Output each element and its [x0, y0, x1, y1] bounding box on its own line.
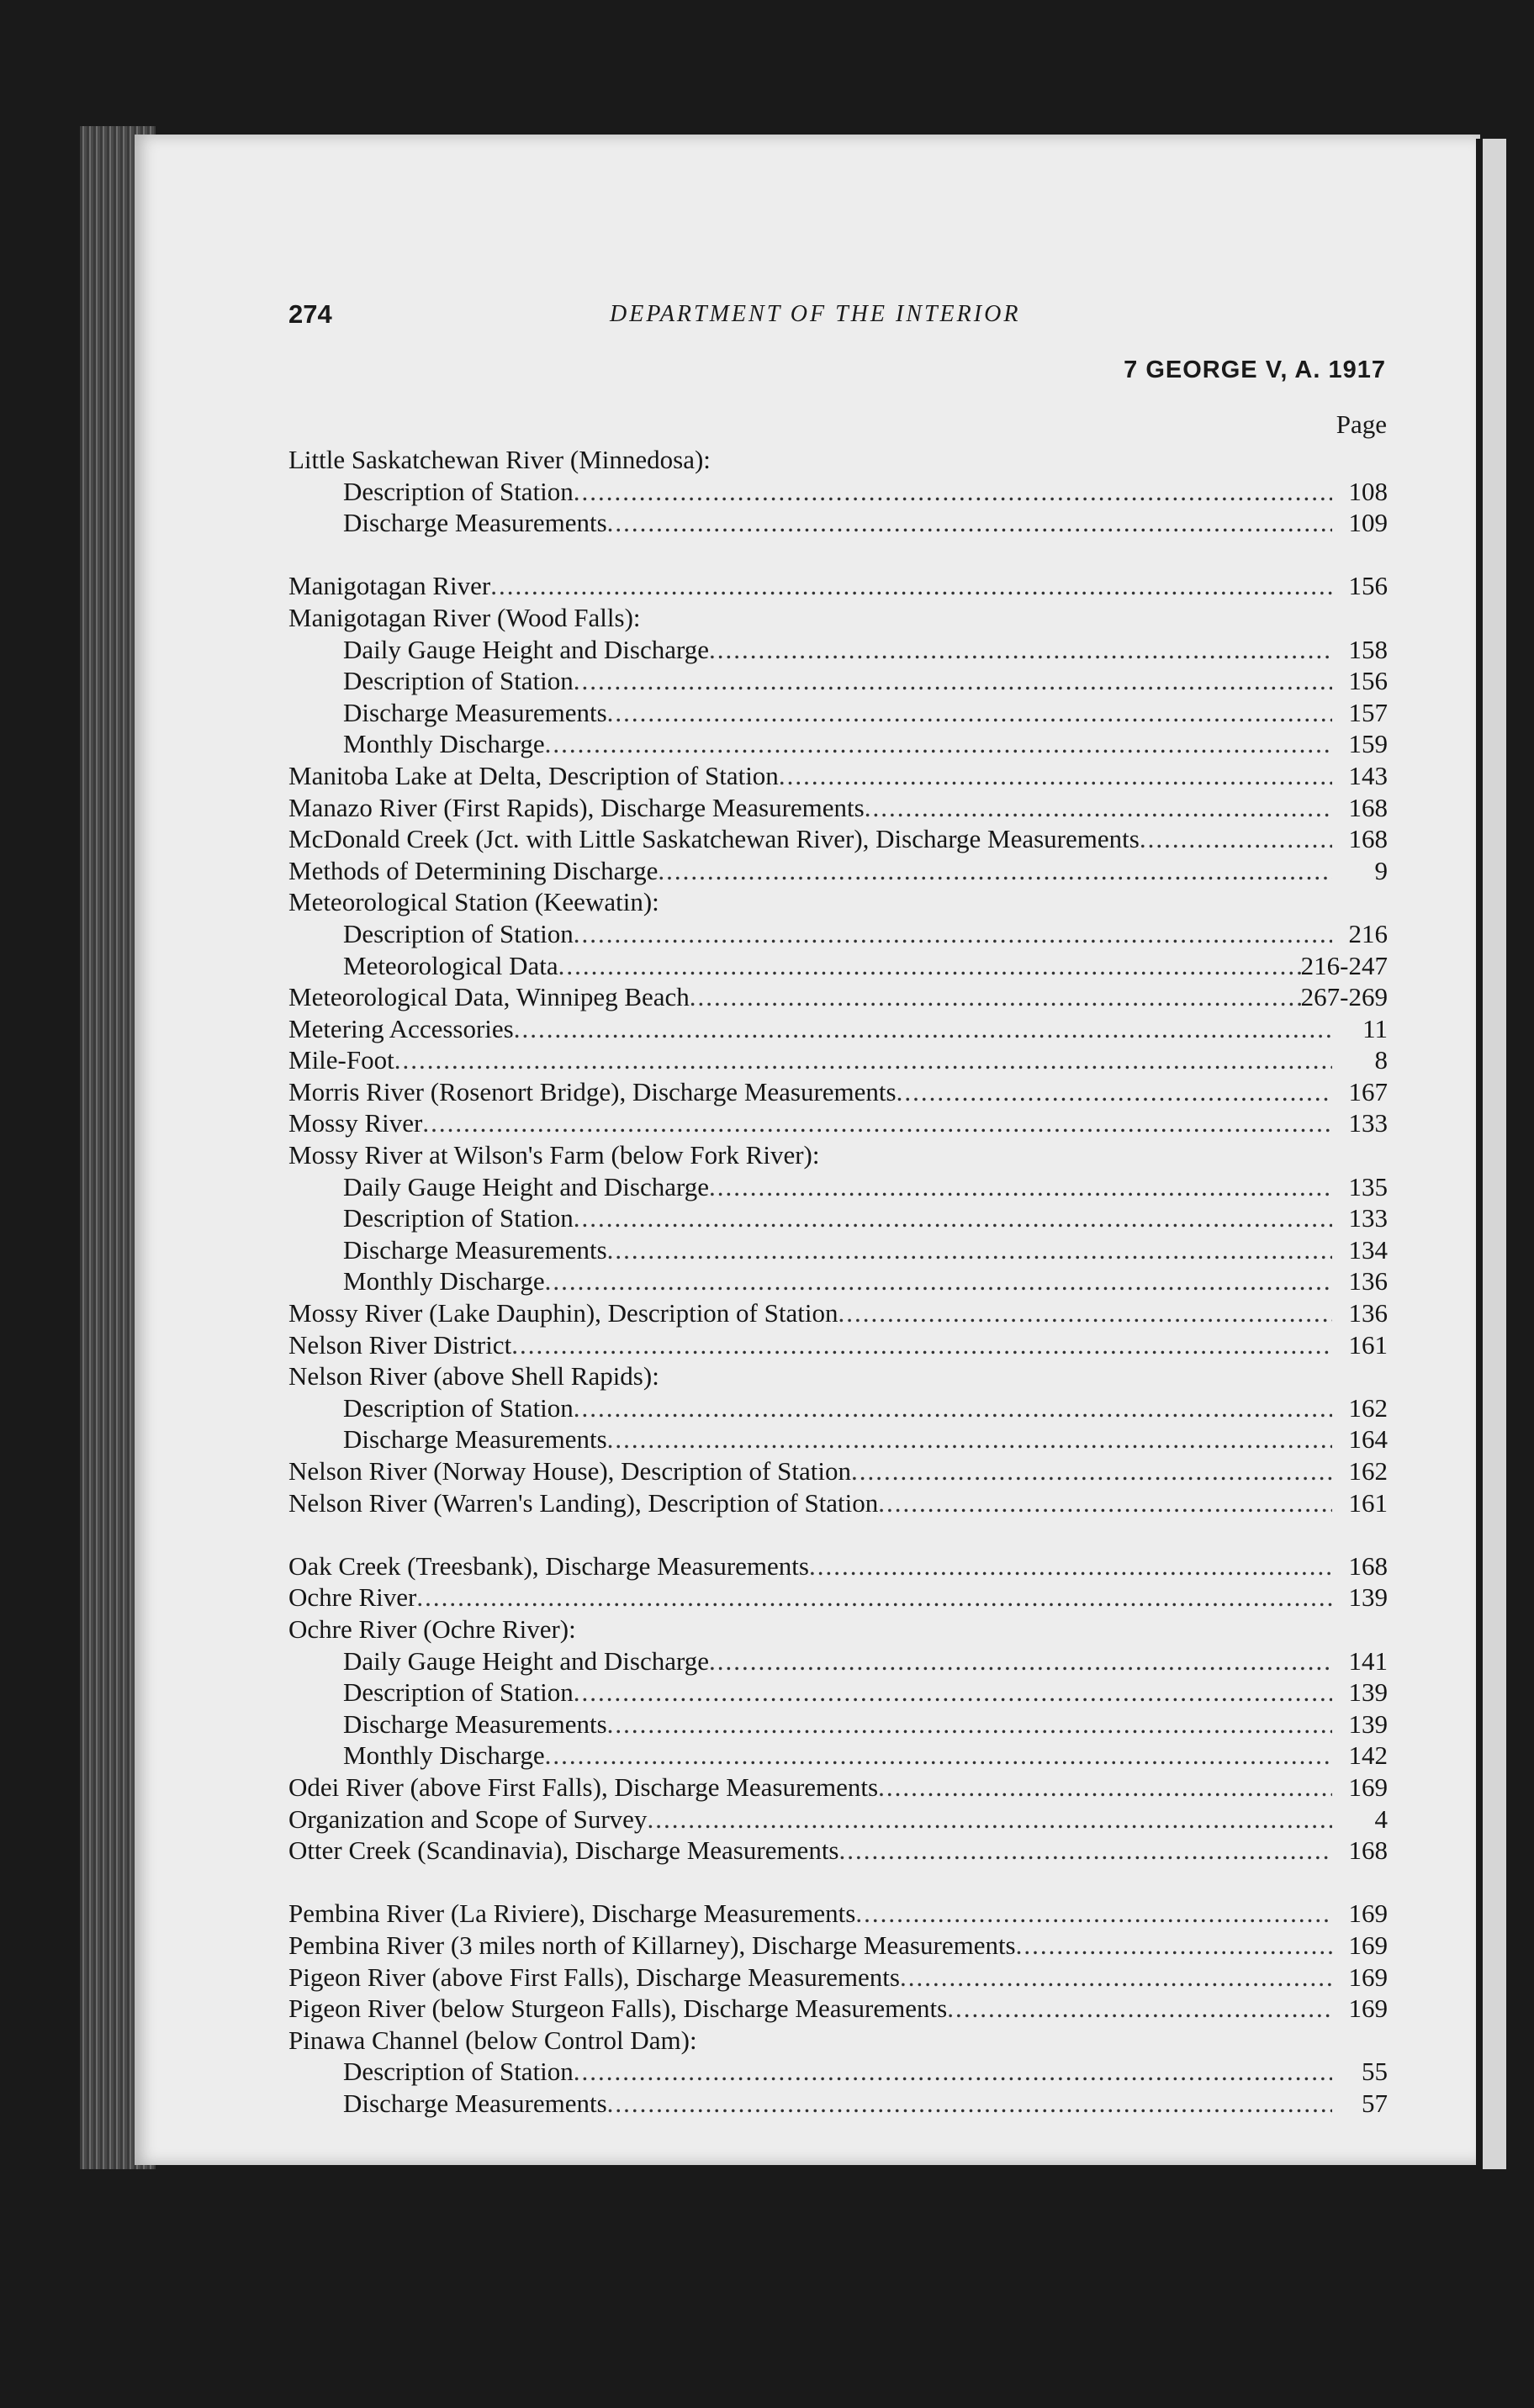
index-entry: [288, 1044, 1388, 1076]
entry-text: Ochre River: [288, 1582, 417, 1613]
leader-dots: [647, 1803, 1332, 1835]
section-gap: [288, 539, 1388, 571]
leader-dots: [1016, 1930, 1332, 1962]
index-entry: [288, 1487, 1388, 1519]
entry-page-number: 162: [1348, 1392, 1388, 1423]
entry-page-number: 108: [1348, 476, 1388, 506]
index-entries: [288, 444, 1388, 2119]
leader-dots: [545, 1740, 1332, 1772]
leader-dots: [897, 1076, 1332, 1108]
entry-page-number: 141: [1348, 1645, 1388, 1676]
entry-text: Organization and Scope of Survey: [288, 1803, 648, 1834]
leader-dots: [709, 1171, 1332, 1203]
index-subentry: [288, 728, 1388, 760]
entry-page-number: 164: [1348, 1424, 1388, 1455]
entry-text: Description of Station: [343, 1392, 574, 1423]
index-subentry: [288, 1392, 1388, 1424]
entry-page-number: 159: [1348, 729, 1388, 759]
entry-page-number: 57: [1362, 2088, 1388, 2118]
entry-page-number: 169: [1348, 1772, 1388, 1802]
entry-page-number: 143: [1348, 760, 1388, 790]
entry-text: Monthly Discharge: [343, 1266, 545, 1296]
index-entry: [288, 1013, 1388, 1045]
index-entry: [288, 2025, 1388, 2057]
leader-dots: [607, 1234, 1332, 1266]
index-entry: [288, 1582, 1388, 1613]
entry-text: Ochre River (Ochre River):: [288, 1613, 576, 1644]
entry-text: Manazo River (First Rapids), Discharge Measurements: [288, 792, 865, 822]
entry-text: McDonald Creek (Jct. with Little Saskatchewan River), Discharge Measurements: [288, 824, 1140, 854]
index-entry: [288, 1455, 1388, 1487]
entry-page-number: 161: [1348, 1487, 1388, 1518]
entry-text: Pigeon River (below Sturgeon Falls), Discharge Measurements: [288, 1993, 948, 2024]
leader-dots: [839, 1835, 1333, 1867]
entry-page-number: 168: [1348, 792, 1388, 822]
entry-page-number: 136: [1348, 1266, 1388, 1296]
leader-dots: [394, 1044, 1332, 1076]
leader-dots: [574, 1677, 1332, 1708]
index-entry: [288, 1930, 1388, 1962]
index-subentry: [288, 1708, 1388, 1740]
leader-dots: [809, 1550, 1332, 1582]
entry-page-number: 134: [1348, 1234, 1388, 1265]
leader-dots: [947, 1993, 1332, 2025]
entry-page-number: 168: [1348, 1835, 1388, 1866]
entry-page-number: 139: [1348, 1677, 1388, 1708]
leader-dots: [851, 1455, 1332, 1487]
entry-page-number: 216-247: [1300, 950, 1388, 980]
entry-page-number: 169: [1348, 1930, 1388, 1960]
entry-text: Description of Station: [343, 918, 574, 948]
leader-dots: [607, 697, 1332, 729]
entry-text: Pembina River (3 miles north of Killarney), Discharge Measurements: [288, 1930, 1016, 1960]
entry-text: Discharge Measurements: [343, 697, 607, 727]
leader-dots: [574, 1202, 1332, 1234]
leader-dots: [511, 1329, 1332, 1361]
index-subentry: [288, 1677, 1388, 1708]
index-subentry: [288, 507, 1388, 539]
leader-dots: [865, 792, 1332, 824]
entry-text: Pembina River (La Riviere), Discharge Measurements: [288, 1898, 856, 1929]
entry-page-number: 8: [1374, 1045, 1388, 1075]
leader-dots: [709, 1645, 1332, 1677]
index-subentry: [288, 1265, 1388, 1297]
index-subentry: [288, 697, 1388, 729]
entry-text: Metering Accessories: [288, 1013, 514, 1043]
entry-text: Discharge Measurements: [343, 2088, 607, 2118]
entry-text: Meteorological Data, Winnipeg Beach: [288, 982, 690, 1012]
entry-text: Meteorological Data: [343, 950, 558, 980]
entry-text: Manitoba Lake at Delta, Description of Station: [288, 760, 779, 790]
leader-dots: [855, 1898, 1332, 1930]
leader-dots: [574, 918, 1332, 950]
index-subentry: [288, 950, 1388, 982]
leader-dots: [514, 1013, 1332, 1045]
entry-page-number: 136: [1348, 1298, 1388, 1328]
entry-page-number: 109: [1348, 508, 1388, 538]
entry-page-number: 169: [1348, 1898, 1388, 1929]
entry-page-number: 55: [1362, 2057, 1388, 2087]
entry-page-number: 169: [1348, 1993, 1388, 2024]
index-entry: [288, 1329, 1388, 1361]
entry-text: Mossy River at Wilson's Farm (below Fork River):: [288, 1140, 820, 1170]
leader-dots: [416, 1582, 1332, 1613]
index-entry: [288, 1962, 1388, 1993]
leader-dots: [574, 1392, 1332, 1424]
index-entry: [288, 1139, 1388, 1171]
entry-text: Methods of Determining Discharge: [288, 855, 659, 885]
leader-dots: [422, 1107, 1332, 1139]
entry-text: Pigeon River (above First Falls), Discharge Measurements: [288, 1962, 900, 1992]
entry-page-number: 4: [1374, 1803, 1388, 1834]
index-entry: [288, 1772, 1388, 1803]
index-entry: [288, 1076, 1388, 1108]
leader-dots: [779, 760, 1332, 792]
entry-text: Monthly Discharge: [343, 1740, 545, 1771]
page-column-label: Page: [1336, 409, 1387, 439]
entry-text: Nelson River (Norway House), Description of Station: [288, 1456, 851, 1486]
running-head-title: DEPARTMENT OF THE INTERIOR: [610, 301, 1021, 327]
index-subentry: [288, 665, 1388, 697]
entry-text: Description of Station: [343, 666, 574, 696]
index-entry: [288, 1835, 1388, 1867]
leader-dots: [574, 2056, 1332, 2088]
leader-dots: [574, 476, 1332, 508]
entry-text: Daily Gauge Height and Discharge: [343, 634, 710, 664]
entry-page-number: 135: [1348, 1171, 1388, 1201]
index-subentry: [288, 2056, 1388, 2088]
index-entry: [288, 1993, 1388, 2025]
entry-text: Odei River (above First Falls), Discharge Measurements: [288, 1772, 879, 1802]
index-subentry: [288, 1423, 1388, 1455]
entry-text: Nelson River District: [288, 1329, 512, 1360]
index-subentry: [288, 918, 1388, 950]
index-entry: [288, 855, 1388, 887]
leader-dots: [607, 2088, 1332, 2120]
entry-page-number: 162: [1348, 1456, 1388, 1486]
index-subentry: [288, 1645, 1388, 1677]
index-entry: [288, 1613, 1388, 1645]
index-entry: [288, 1803, 1388, 1835]
index-subentry: [288, 634, 1388, 666]
index-subentry: [288, 2088, 1388, 2120]
entry-page-number: 133: [1348, 1108, 1388, 1138]
entry-page-number: 11: [1362, 1013, 1388, 1043]
entry-text: Pinawa Channel (below Control Dam):: [288, 2025, 697, 2055]
entry-text: Nelson River (Warren's Landing), Description of Station: [288, 1487, 879, 1518]
index-entry: [288, 1550, 1388, 1582]
entry-text: Discharge Measurements: [343, 1234, 607, 1265]
entry-text: Discharge Measurements: [343, 1708, 607, 1739]
leader-dots: [490, 570, 1332, 602]
index-subentry: [288, 1234, 1388, 1266]
entry-text: Daily Gauge Height and Discharge: [343, 1171, 710, 1201]
entry-text: Little Saskatchewan River (Minnedosa):: [288, 445, 711, 474]
leader-dots: [709, 634, 1332, 666]
index-entry: [288, 981, 1388, 1013]
leader-dots: [878, 1772, 1332, 1803]
leader-dots: [900, 1962, 1332, 1993]
entry-text: Manigotagan River: [288, 571, 491, 601]
leader-dots: [690, 981, 1301, 1013]
section-gap: [288, 1867, 1388, 1898]
leader-dots: [574, 665, 1332, 697]
section-gap: [288, 1518, 1388, 1550]
entry-text: Description of Station: [343, 2057, 574, 2087]
entry-page-number: 157: [1348, 697, 1388, 727]
entry-page-number: 168: [1348, 1550, 1388, 1581]
entry-page-number: 142: [1348, 1740, 1388, 1771]
index-entry: [288, 760, 1388, 792]
index-subentry: [288, 476, 1388, 508]
index-entry: [288, 1360, 1388, 1392]
entry-page-number: 156: [1348, 666, 1388, 696]
entry-text: Otter Creek (Scandinavia), Discharge Measurements: [288, 1835, 839, 1866]
entry-text: Mossy River (Lake Dauphin), Description of Station: [288, 1298, 838, 1328]
entry-page-number: 167: [1348, 1076, 1388, 1106]
leader-dots: [607, 507, 1332, 539]
index-entry: [288, 570, 1388, 602]
entry-page-number: 133: [1348, 1203, 1388, 1233]
entry-page-number: 9: [1374, 855, 1388, 885]
page-number: 274: [288, 299, 332, 329]
index-entry: [288, 792, 1388, 824]
leader-dots: [878, 1487, 1332, 1519]
entry-text: Nelson River (above Shell Rapids):: [288, 1361, 659, 1391]
entry-page-number: 169: [1348, 1962, 1388, 1992]
entry-text: Monthly Discharge: [343, 729, 545, 759]
leader-dots: [558, 950, 1301, 982]
facing-page-edge: [1476, 139, 1506, 2169]
leader-dots: [545, 728, 1332, 760]
entry-page-number: 156: [1348, 571, 1388, 601]
index-entry: [288, 886, 1388, 918]
index-entry: [288, 602, 1388, 634]
leader-dots: [607, 1708, 1332, 1740]
entry-page-number: 216: [1348, 918, 1388, 948]
index-entry: [288, 1297, 1388, 1329]
index-subentry: [288, 1202, 1388, 1234]
leader-dots: [607, 1423, 1332, 1455]
leader-dots: [545, 1265, 1332, 1297]
index-entry: [288, 1107, 1388, 1139]
entry-text: Meteorological Station (Keewatin):: [288, 887, 659, 917]
entry-page-number: 161: [1348, 1329, 1388, 1360]
index-subentry: [288, 1171, 1388, 1203]
entry-text: Description of Station: [343, 1203, 574, 1233]
entry-text: Mossy River: [288, 1108, 423, 1138]
entry-page-number: 158: [1348, 634, 1388, 664]
entry-text: Discharge Measurements: [343, 508, 607, 538]
entry-page-number: 139: [1348, 1708, 1388, 1739]
entry-text: Morris River (Rosenort Bridge), Discharge Measurements: [288, 1076, 897, 1106]
regnal-year: 7 GEORGE V, A. 1917: [1124, 356, 1386, 383]
leader-dots: [838, 1297, 1332, 1329]
index-entry: [288, 1898, 1388, 1930]
leader-dots: [1140, 823, 1332, 855]
entry-text: Mile-Foot: [288, 1045, 394, 1075]
entry-text: Description of Station: [343, 476, 574, 506]
entry-text: Description of Station: [343, 1677, 574, 1708]
entry-text: Daily Gauge Height and Discharge: [343, 1645, 710, 1676]
entry-text: Manigotagan River (Wood Falls):: [288, 602, 641, 632]
leader-dots: [658, 855, 1332, 887]
entry-page-number: 139: [1348, 1582, 1388, 1613]
entry-text: Discharge Measurements: [343, 1424, 607, 1455]
index-subentry: [288, 1740, 1388, 1772]
index-entry: [288, 823, 1388, 855]
entry-page-number: 267-269: [1300, 982, 1388, 1012]
index-entry: [288, 444, 1388, 476]
entry-text: Oak Creek (Treesbank), Discharge Measurements: [288, 1550, 809, 1581]
entry-page-number: 168: [1348, 824, 1388, 854]
